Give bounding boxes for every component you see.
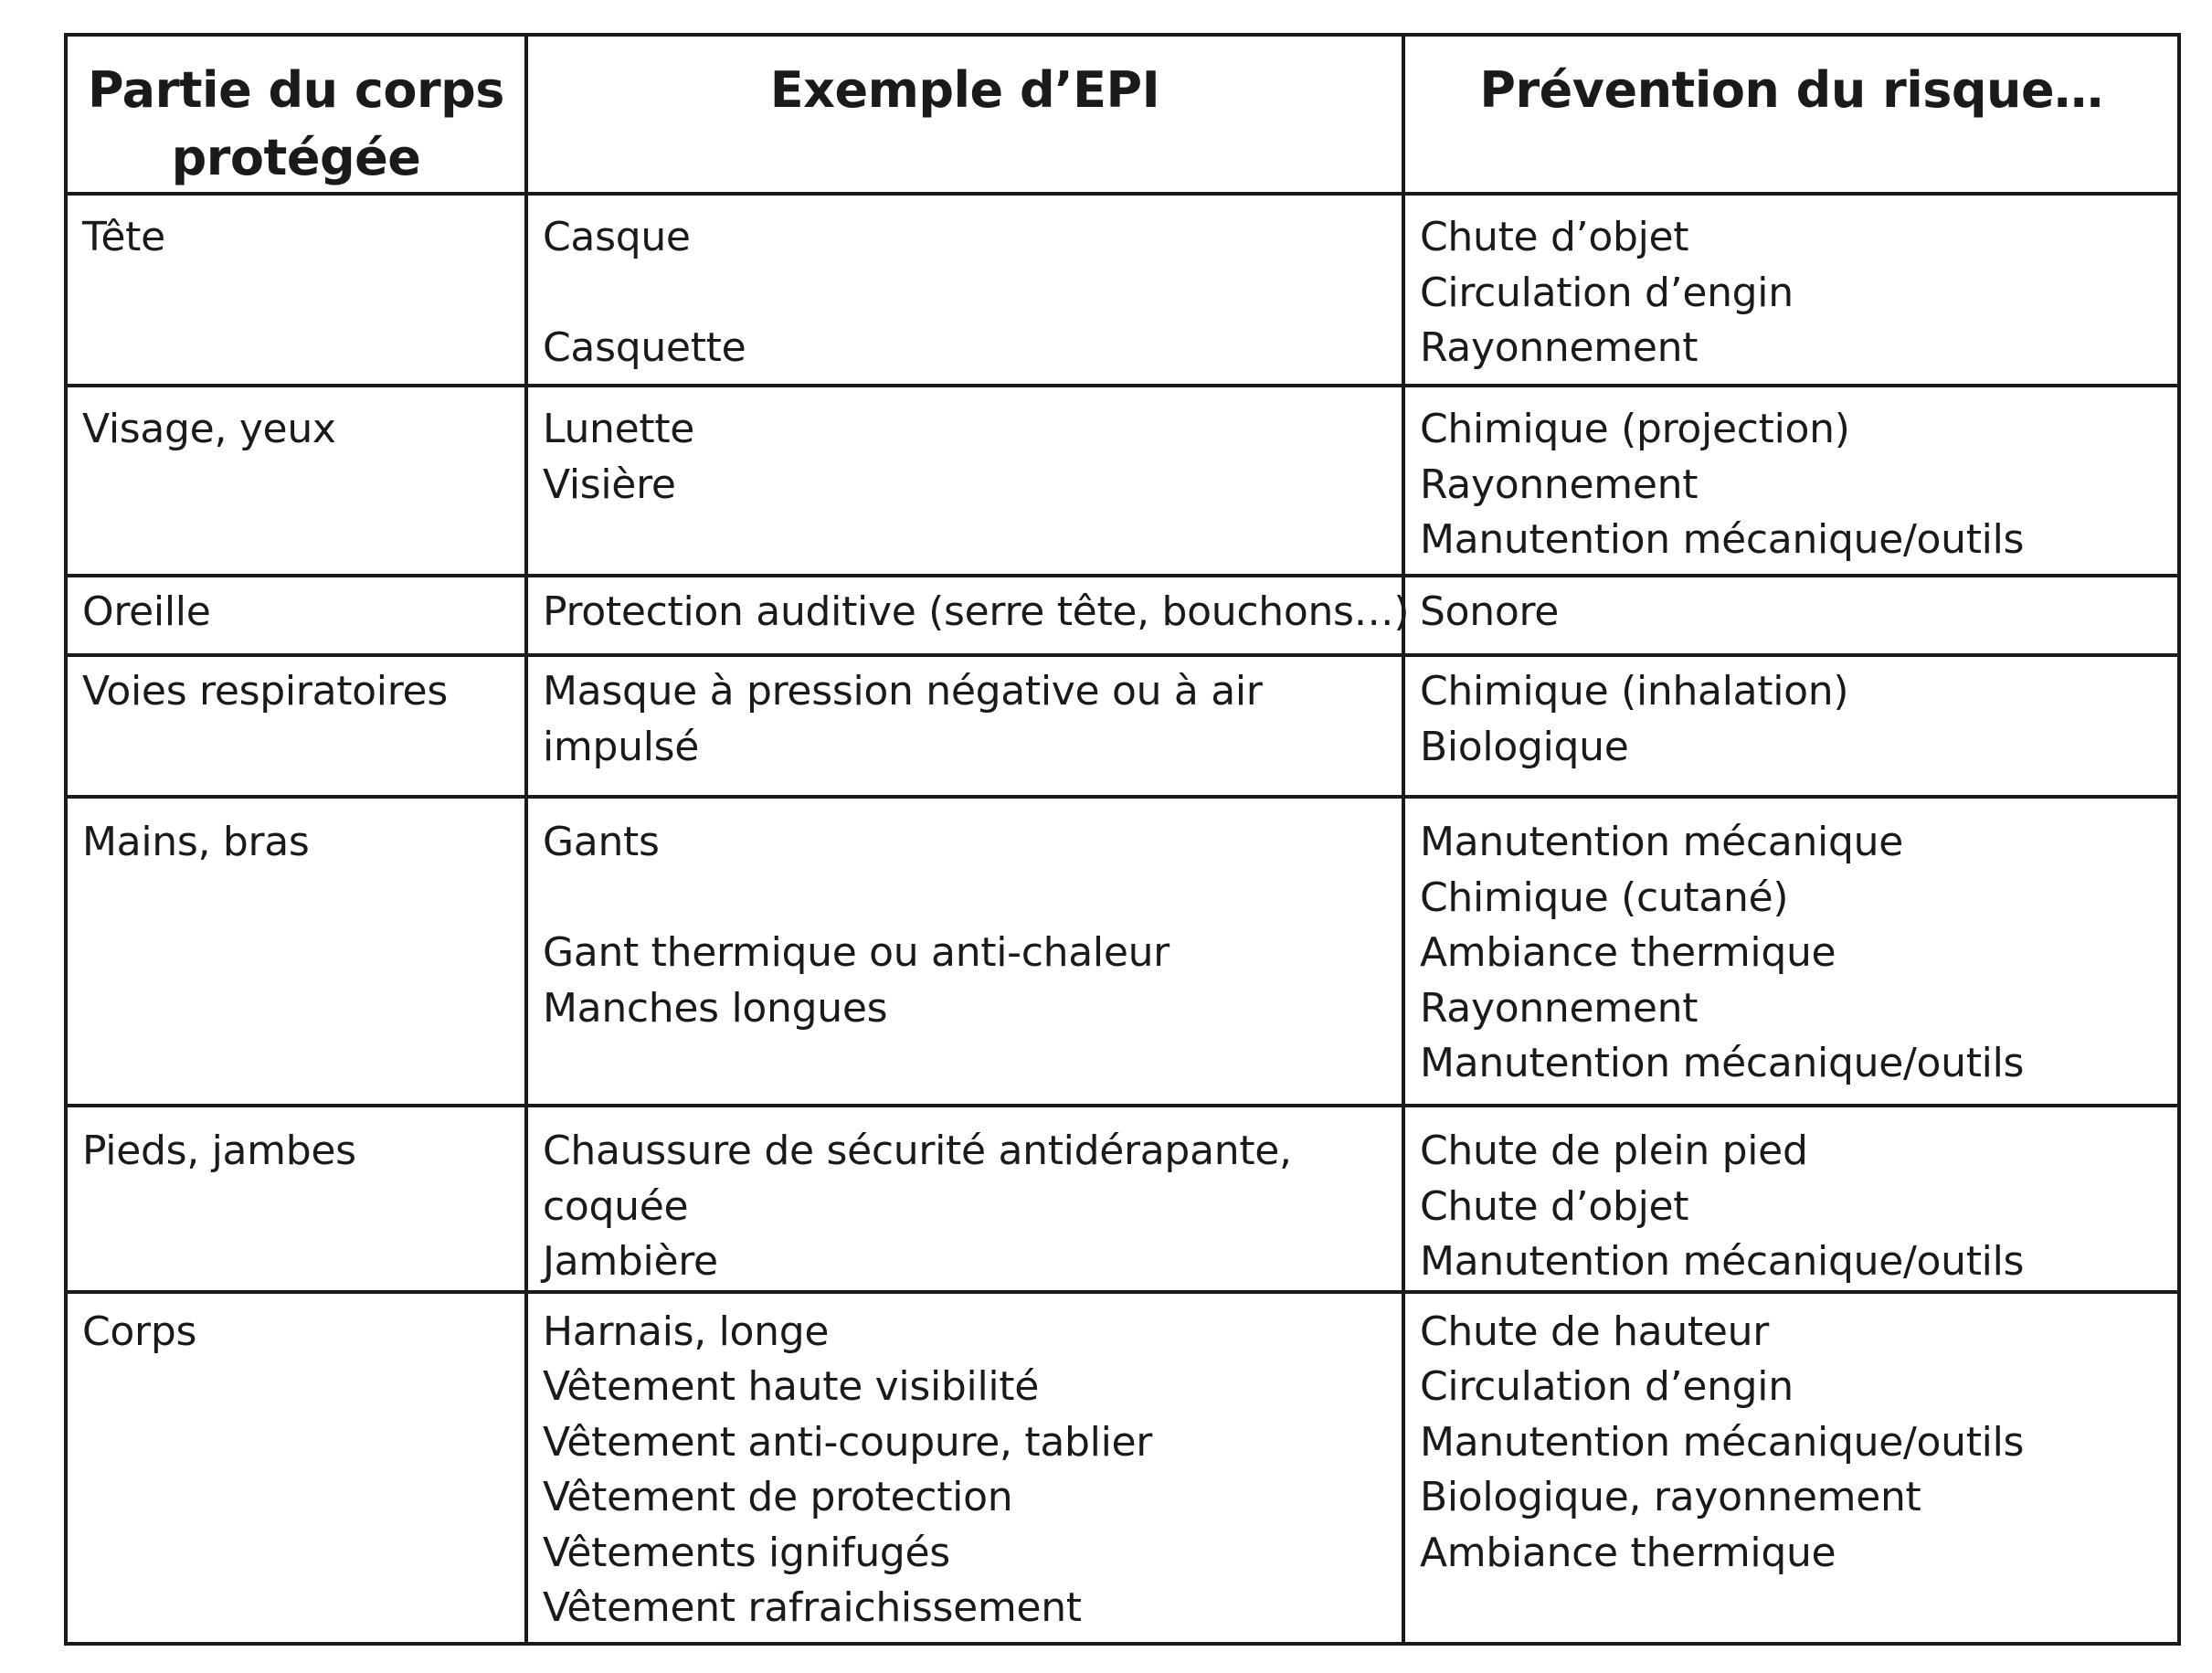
table-row <box>66 1292 2179 1644</box>
risk-item: Chimique (projection) <box>1420 406 1850 452</box>
risk-item: Sonore <box>1420 588 1560 635</box>
epi-item: Chaussure de sécurité antidérapante, <box>543 1128 1292 1174</box>
epi-item: Gant thermique ou anti-chaleur <box>543 929 1170 976</box>
cell-risk <box>1403 1106 2179 1292</box>
cell-text: Mains, bras <box>82 819 310 865</box>
epi-item: Lunette <box>543 406 695 452</box>
risk-item: Rayonnement <box>1420 324 1699 371</box>
risk-item: Manutention mécanique <box>1420 819 1903 865</box>
risk-item: Circulation d’engin <box>1420 1363 1794 1410</box>
epi-item: Jambière <box>543 1238 718 1285</box>
cell-text: Corps <box>82 1308 197 1355</box>
epi-item: Manches longues <box>543 984 888 1032</box>
cell-epi <box>526 386 1403 576</box>
epi-item: Visière <box>543 461 676 508</box>
table-row <box>66 386 2179 576</box>
risk-item: Chute de hauteur <box>1420 1308 1770 1355</box>
header-epi-example: Exemple d’EPI <box>526 35 1403 194</box>
cell-body-part <box>66 655 526 797</box>
risk-item: Rayonnement <box>1420 984 1699 1032</box>
risk-item: Biologique <box>1420 723 1629 770</box>
cell-epi <box>526 576 1410 655</box>
risk-item: Rayonnement <box>1420 461 1699 508</box>
epi-item: coquée <box>543 1182 689 1230</box>
epi-item: Vêtement de protection <box>543 1474 1013 1520</box>
epi-item: Casquette <box>543 324 746 371</box>
table-header-row <box>66 35 2179 194</box>
risk-item: Ambiance thermique <box>1420 929 1836 976</box>
header-risk-prevention: Prévention du risque… <box>1403 35 2179 194</box>
cell-risk <box>1403 655 2179 797</box>
risk-item: Chimique (cutané) <box>1420 874 1789 921</box>
epi-item <box>543 871 1402 927</box>
cell-epi <box>526 194 1403 386</box>
epi-item: impulsé <box>543 723 700 770</box>
epi-item: Harnais, longe <box>543 1308 830 1355</box>
cell-risk <box>1403 386 2179 576</box>
risk-item: Manutention mécanique/outils <box>1420 516 2025 563</box>
cell-body-part <box>66 576 526 655</box>
risk-item: Biologique, rayonnement <box>1420 1474 1921 1520</box>
cell-body-part <box>66 194 526 386</box>
cell-risk <box>1403 194 2179 386</box>
risk-item: Manutention mécanique/outils <box>1420 1040 2025 1086</box>
epi-table-container <box>64 33 2177 1646</box>
cell-epi <box>526 1106 1403 1292</box>
cell-body-part <box>66 797 526 1106</box>
cell-body-part <box>66 1106 526 1292</box>
epi-table <box>64 33 2181 1646</box>
cell-text: Oreille <box>82 588 211 635</box>
cell-body-part <box>66 386 526 576</box>
risk-item: Circulation d’engin <box>1420 269 1794 316</box>
epi-item: Vêtements ignifugés <box>543 1529 950 1576</box>
risk-item: Chute d’objet <box>1420 1182 1689 1230</box>
epi-item: Vêtement haute visibilité <box>543 1363 1040 1410</box>
epi-item: Vêtement anti-coupure, tablier <box>543 1418 1153 1466</box>
cell-epi <box>526 655 1403 797</box>
header-body-part: Partie du corps protégée <box>66 35 526 194</box>
epi-item: Gants <box>543 819 660 865</box>
cell-text: Visage, yeux <box>82 406 336 452</box>
cell-risk <box>1403 1292 2179 1644</box>
cell-body-part <box>66 1292 526 1644</box>
cell-risk <box>1403 576 2179 655</box>
risk-item: Chute de plein pied <box>1420 1128 1808 1174</box>
risk-item: Chimique (inhalation) <box>1420 668 1849 715</box>
epi-item <box>543 266 1402 322</box>
risk-item: Manutention mécanique/outils <box>1420 1238 2025 1285</box>
cell-text: Tête <box>82 214 165 260</box>
cell-text: Pieds, jambes <box>82 1128 356 1174</box>
risk-item: Ambiance thermique <box>1420 1529 1836 1576</box>
epi-item: Casque <box>543 214 691 260</box>
risk-item: Chute d’objet <box>1420 214 1689 260</box>
risk-item: Manutention mécanique/outils <box>1420 1418 2025 1466</box>
epi-item: Masque à pression négative ou à air <box>543 668 1263 715</box>
cell-text: Voies respiratoires <box>82 668 448 715</box>
table-row <box>66 576 2179 655</box>
table-row <box>66 1106 2179 1292</box>
epi-item: Protection auditive (serre tête, bouchons…) <box>543 588 1410 635</box>
cell-risk <box>1403 797 2179 1106</box>
table-row <box>66 655 2179 797</box>
table-row <box>66 797 2179 1106</box>
epi-item: Vêtement rafraichissement <box>543 1584 1082 1631</box>
cell-epi <box>526 797 1403 1106</box>
table-row <box>66 194 2179 386</box>
cell-epi <box>526 1292 1403 1644</box>
